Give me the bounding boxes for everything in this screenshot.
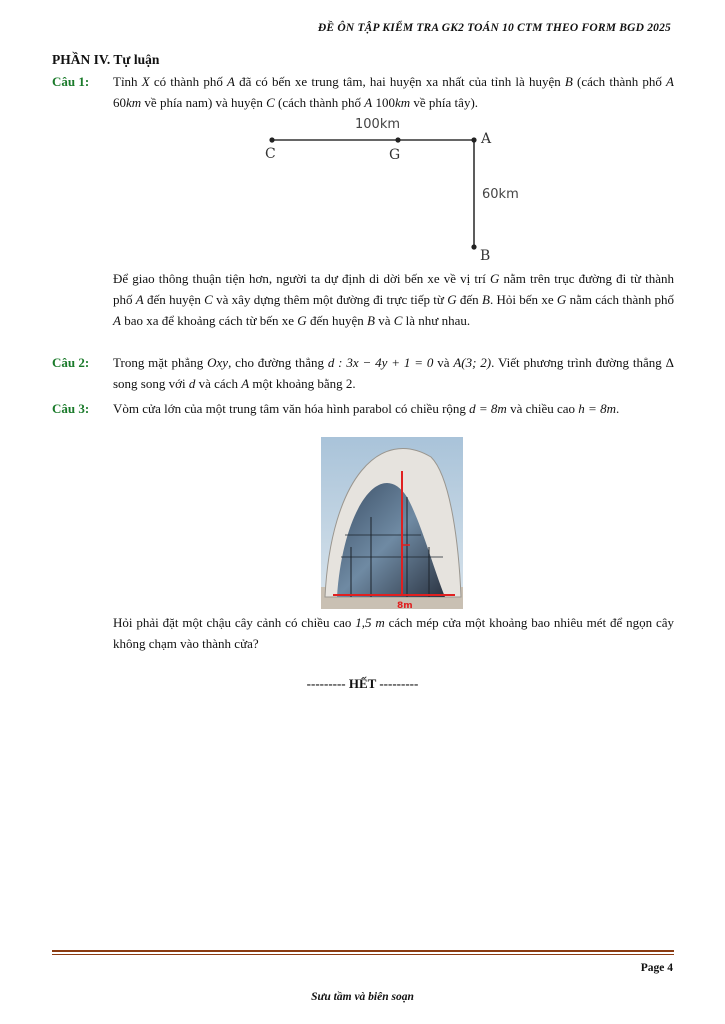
distance-diagram [255, 112, 535, 270]
question-3 [52, 398, 674, 419]
point-a [471, 137, 476, 142]
point-b [471, 244, 476, 249]
question-2-label: Câu 2: [52, 355, 90, 370]
question-3-text: Vòm cửa lớn của một trung tâm văn hóa hình parabol có chiều rộng d = 8m và chiều cao h = 8m. [113, 401, 620, 416]
label-c: C [265, 146, 276, 162]
point-g [395, 137, 400, 142]
label-60km: 60km [482, 187, 519, 202]
photo-width-label: 8m [397, 601, 413, 609]
parabolic-arch-photo [321, 437, 463, 609]
section-title: PHẦN IV. Tự luận [52, 52, 160, 67]
question-1-text: Tỉnh X có thành phố A đã có bến xe trung tâm, hai huyện xa nhất của tỉnh là huyện B (cách thành phố A 60km về phía nam) và huyện C (cách thành phố A 100km về phía tây). [113, 74, 674, 110]
page-header: ĐỀ ÔN TẬP KIỂM TRA GK2 TOÁN 10 CTM THEO FORM BGD 2025 [317, 22, 671, 34]
label-g: G [389, 147, 401, 163]
question-1-paragraph-2: Để giao thông thuận tiện hơn, người ta dự định di dời bến xe về vị trí G nằm trên trục đường đi từ thành phố A đến huyện C và xây dựng thêm một đường đi trực tiếp từ G đến B. Hỏi bến xe G nằm cách thành phố A bao xa để khoảng cách từ bến xe G đến huyện B và C là như nhau. [113, 271, 675, 328]
question-2 [52, 352, 674, 394]
footer-rule-bottom [52, 954, 674, 955]
point-c [269, 137, 274, 142]
label-a: A [481, 131, 492, 147]
question-3-label: Câu 3: [52, 401, 90, 416]
label-100km: 100km [355, 117, 401, 132]
end-marker: --------- HẾT --------- [306, 676, 419, 691]
label-b: B [480, 248, 491, 264]
footer-rule-top [52, 950, 674, 952]
question-3-part-2 [52, 612, 674, 654]
question-1-part-2 [52, 268, 674, 331]
question-1 [52, 71, 674, 113]
question-2-text: Trong mặt phẳng Oxy, cho đường thẳng d : 3x − 4y + 1 = 0 và A(3; 2). Viết phương trình đường thẳng Δ song song với d và cách A một khoảng bằng 2. [113, 355, 674, 391]
footer-text: Sưu tầm và biên soạn [311, 991, 414, 1003]
question-1-label: Câu 1: [52, 74, 90, 89]
question-3-paragraph-2: Hỏi phải đặt một chậu cây cảnh có chiều cao 1,5 m cách mép cửa một khoảng bao nhiêu mét để ngọn cây không chạm vào thành cửa? [113, 615, 675, 651]
page-number: Page 4 [640, 962, 673, 974]
